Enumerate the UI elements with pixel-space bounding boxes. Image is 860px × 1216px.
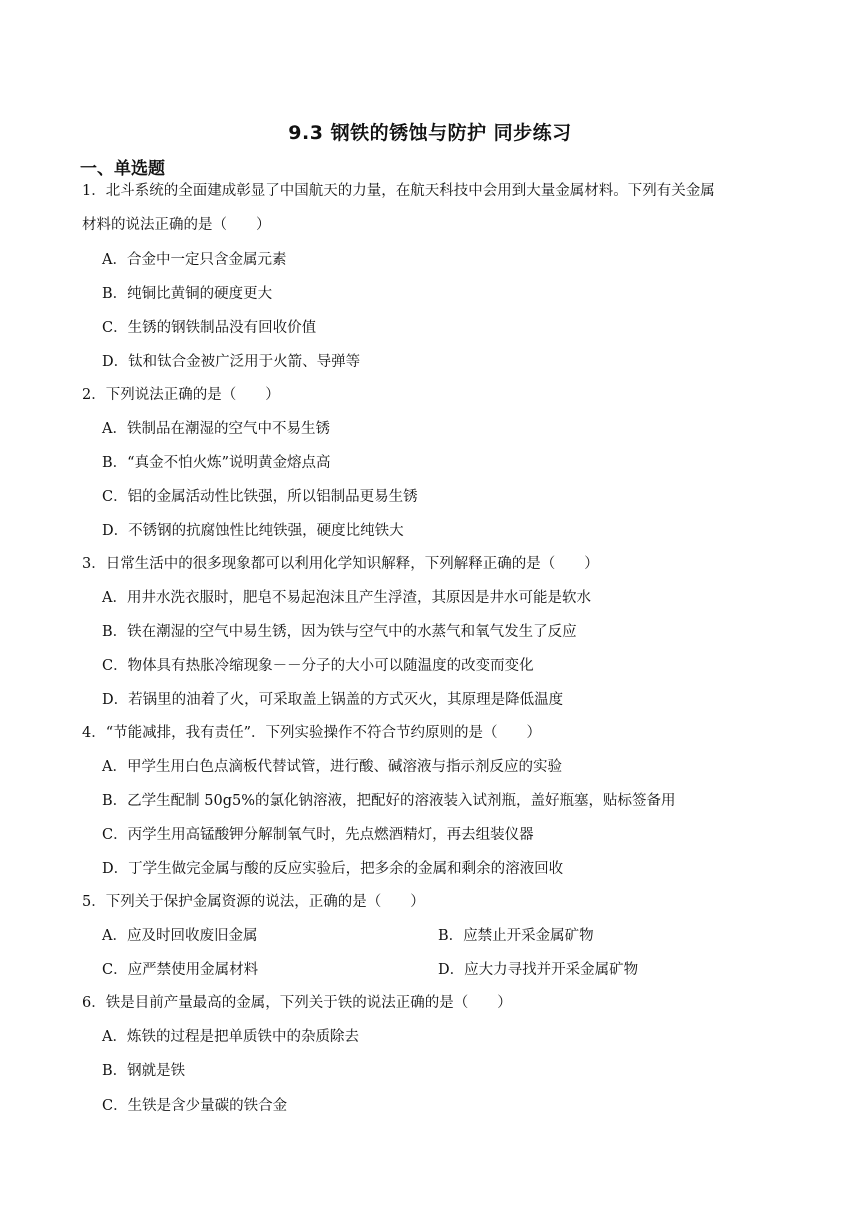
question-2-stem: 2．下列说法正确的是（ ） [82, 387, 280, 403]
question-3-option-b: B．铁在潮湿的空气中易生锈，因为铁与空气中的水蒸气和氧气发生了反应 [102, 624, 577, 640]
question-4-option-c: C．丙学生用高锰酸钾分解制氧气时，先点燃酒精灯，再去组装仪器 [102, 827, 534, 843]
question-5-option-a: A．应及时回收废旧金属 [102, 928, 258, 944]
question-4-option-a: A．甲学生用白色点滴板代替试管，进行酸、碱溶液与指示剂反应的实验 [102, 759, 562, 775]
question-2-option-b: B．“真金不怕火炼”说明黄金熔点高 [102, 455, 331, 471]
question-1-stem-cont: 材料的说法正确的是（ ） [82, 217, 271, 233]
question-4-option-d: D．丁学生做完金属与酸的反应实验后，把多余的金属和剩余的溶液回收 [102, 861, 564, 877]
section-heading: 一、单选题 [80, 159, 165, 179]
question-3-option-d: D．若锅里的油着了火，可采取盖上锅盖的方式灭火，其原理是降低温度 [102, 692, 564, 708]
question-5-option-d: D．应大力寻找并开采金属矿物 [438, 962, 639, 978]
question-6-option-a: A．炼铁的过程是把单质铁中的杂质除去 [102, 1029, 359, 1045]
question-4-option-b: B．乙学生配制 50g5%的氯化钠溶液，把配好的溶液装入试剂瓶，盖好瓶塞，贴标签备用 [102, 793, 676, 809]
question-1-option-b: B．纯铜比黄铜的硬度更大 [102, 286, 273, 302]
question-1-option-c: C．生锈的钢铁制品没有回收价值 [102, 320, 317, 336]
question-2-option-a: A．铁制品在潮湿的空气中不易生锈 [102, 421, 330, 437]
question-2-option-d: D．不锈钢的抗腐蚀性比纯铁强，硬度比纯铁大 [102, 523, 404, 539]
question-1-option-d: D．钛和钛合金被广泛用于火箭、导弹等 [102, 354, 361, 370]
question-1-stem: 1．北斗系统的全面建成彰显了中国航天的力量，在航天科技中会用到大量金属材料。下列有关金属 [82, 183, 715, 199]
question-6-option-c: C．生铁是含少量碳的铁合金 [102, 1098, 288, 1114]
question-6-stem: 6．铁是目前产量最高的金属，下列关于铁的说法正确的是（ ） [82, 995, 512, 1011]
question-3-option-c: C．物体具有热胀冷缩现象－－分子的大小可以随温度的改变而变化 [102, 658, 534, 674]
question-4-stem: 4．“节能减排，我有责任”．下列实验操作不符合节约原则的是（ ） [82, 725, 542, 741]
question-1-option-a: A．合金中一定只含金属元素 [102, 252, 287, 268]
question-2-option-c: C．铝的金属活动性比铁强，所以铝制品更易生锈 [102, 489, 418, 505]
page-title: 9.3 钢铁的锈蚀与防护 同步练习 [288, 122, 572, 144]
question-5-stem: 5．下列关于保护金属资源的说法，正确的是（ ） [82, 894, 425, 910]
question-3-stem: 3．日常生活中的很多现象都可以利用化学知识解释，下列解释正确的是（ ） [82, 556, 599, 572]
question-5-option-c: C．应严禁使用金属材料 [102, 962, 259, 978]
question-5-option-b: B．应禁止开采金属矿物 [438, 928, 594, 944]
question-6-option-b: B．钢就是铁 [102, 1063, 186, 1079]
question-3-option-a: A．用井水洗衣服时，肥皂不易起泡沫且产生浮渣，其原因是井水可能是软水 [102, 590, 591, 606]
